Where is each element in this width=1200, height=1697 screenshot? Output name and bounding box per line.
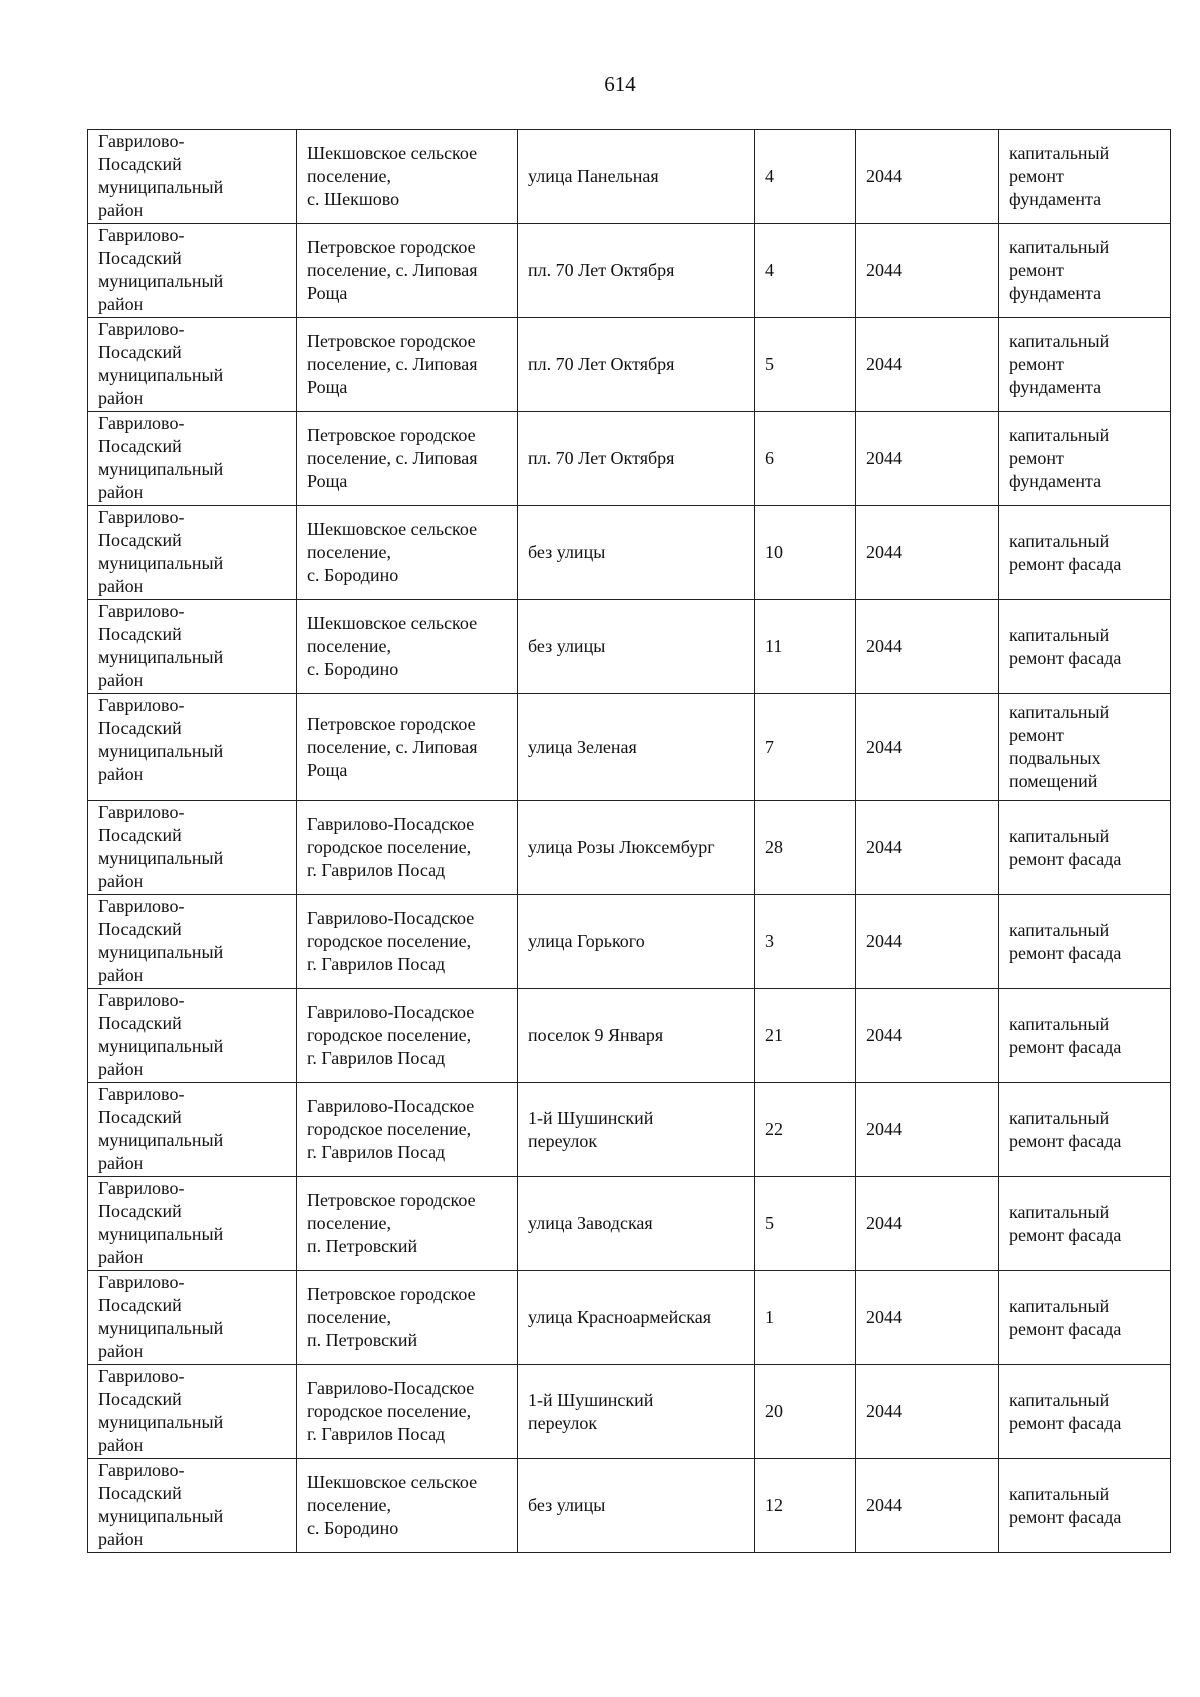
house-number-cell-text: 6	[765, 448, 774, 468]
street-cell-text: пл. 70 Лет Октября	[528, 354, 675, 374]
work-type-cell	[999, 1177, 1171, 1271]
settlement-cell-text: Гаврилово-Посадское городское поселение, г. Гаврилов Посад	[307, 1002, 475, 1068]
district-cell	[88, 801, 297, 895]
year-cell-text: 2044	[866, 1119, 902, 1139]
house-number-cell	[755, 600, 856, 694]
table-row	[88, 1271, 1171, 1365]
house-number-cell-text: 1	[765, 1307, 774, 1327]
settlement-cell	[297, 1365, 518, 1459]
house-number-cell-text: 11	[765, 636, 783, 656]
district-cell-text: Гаврилово- Посадский муниципальный район	[98, 225, 224, 314]
work-type-cell-text: капитальный ремонт фасада	[1009, 1107, 1122, 1151]
street-cell-text: 1-й Шушинский переулок	[528, 1389, 654, 1433]
year-cell	[856, 506, 999, 600]
work-type-cell	[999, 224, 1171, 318]
table-row	[88, 895, 1171, 989]
year-cell-text: 2044	[866, 260, 902, 280]
table-row	[88, 600, 1171, 694]
district-cell	[88, 224, 297, 318]
work-type-cell-text: капитальный ремонт подвальных помещений	[1009, 702, 1110, 791]
repair-schedule-table	[87, 129, 1171, 1553]
settlement-cell-text: Гаврилово-Посадское городское поселение, г. Гаврилов Посад	[307, 1378, 475, 1444]
work-type-cell	[999, 694, 1171, 801]
house-number-cell-text: 5	[765, 354, 774, 374]
district-cell-text: Гаврилово- Посадский муниципальный район	[98, 802, 224, 891]
house-number-cell	[755, 412, 856, 506]
street-cell	[518, 1271, 755, 1365]
district-cell-text: Гаврилово- Посадский муниципальный район	[98, 1366, 224, 1455]
settlement-cell-text: Петровское городское поселение, п. Петровский	[307, 1284, 476, 1350]
district-cell	[88, 1459, 297, 1553]
year-cell	[856, 895, 999, 989]
settlement-cell	[297, 318, 518, 412]
house-number-cell-text: 4	[765, 260, 774, 280]
district-cell-text: Гаврилово- Посадский муниципальный район	[98, 990, 224, 1079]
settlement-cell	[297, 1459, 518, 1553]
street-cell	[518, 989, 755, 1083]
district-cell	[88, 412, 297, 506]
settlement-cell	[297, 1271, 518, 1365]
settlement-cell	[297, 801, 518, 895]
street-cell	[518, 801, 755, 895]
street-cell-text: улица Розы Люксембург	[528, 837, 715, 857]
house-number-cell	[755, 1271, 856, 1365]
district-cell	[88, 694, 297, 801]
work-type-cell-text: капитальный ремонт фундамента	[1009, 237, 1110, 303]
settlement-cell	[297, 600, 518, 694]
work-type-cell	[999, 1365, 1171, 1459]
settlement-cell	[297, 1083, 518, 1177]
work-type-cell	[999, 1271, 1171, 1365]
work-type-cell-text: капитальный ремонт фундамента	[1009, 425, 1110, 491]
year-cell-text: 2044	[866, 354, 902, 374]
work-type-cell	[999, 600, 1171, 694]
work-type-cell-text: капитальный ремонт фасада	[1009, 919, 1122, 963]
house-number-cell	[755, 224, 856, 318]
table-row	[88, 1459, 1171, 1553]
settlement-cell-text: Петровское городское поселение, с. Липовая Роща	[307, 425, 478, 491]
year-cell-text: 2044	[866, 931, 902, 951]
street-cell-text: улица Панельная	[528, 166, 659, 186]
district-cell	[88, 600, 297, 694]
settlement-cell-text: Петровское городское поселение, с. Липовая Роща	[307, 713, 478, 780]
table-row	[88, 1083, 1171, 1177]
year-cell-text: 2044	[866, 448, 902, 468]
settlement-cell	[297, 224, 518, 318]
year-cell	[856, 130, 999, 224]
work-type-cell-text: капитальный ремонт фундамента	[1009, 143, 1110, 209]
district-cell	[88, 1271, 297, 1365]
work-type-cell-text: капитальный ремонт фасада	[1009, 1295, 1122, 1339]
street-cell	[518, 694, 755, 801]
table-row	[88, 130, 1171, 224]
house-number-cell-text: 21	[765, 1025, 783, 1045]
work-type-cell-text: капитальный ремонт фундамента	[1009, 331, 1110, 397]
house-number-cell	[755, 1365, 856, 1459]
house-number-cell	[755, 506, 856, 600]
district-cell-text: Гаврилово- Посадский муниципальный район	[98, 896, 224, 985]
year-cell	[856, 989, 999, 1083]
year-cell	[856, 224, 999, 318]
work-type-cell	[999, 130, 1171, 224]
page-number: 614	[604, 72, 636, 96]
year-cell-text: 2044	[866, 1025, 902, 1045]
table-body	[88, 130, 1171, 1553]
settlement-cell	[297, 1177, 518, 1271]
work-type-cell	[999, 318, 1171, 412]
house-number-cell	[755, 989, 856, 1083]
district-cell	[88, 895, 297, 989]
table-row	[88, 1177, 1171, 1271]
year-cell	[856, 1177, 999, 1271]
work-type-cell	[999, 1459, 1171, 1553]
district-cell-text: Гаврилово- Посадский муниципальный район	[98, 1272, 224, 1361]
year-cell-text: 2044	[866, 636, 902, 656]
district-cell-text: Гаврилово- Посадский муниципальный район	[98, 507, 224, 596]
house-number-cell	[755, 1459, 856, 1553]
work-type-cell	[999, 1083, 1171, 1177]
house-number-cell-text: 4	[765, 166, 774, 186]
district-cell-text: Гаврилово- Посадский муниципальный район	[98, 695, 224, 784]
year-cell	[856, 1459, 999, 1553]
district-cell-text: Гаврилово- Посадский муниципальный район	[98, 601, 224, 690]
work-type-cell	[999, 895, 1171, 989]
table-row	[88, 224, 1171, 318]
street-cell-text: улица Горького	[528, 931, 645, 951]
table-row	[88, 1365, 1171, 1459]
table-row	[88, 318, 1171, 412]
street-cell	[518, 412, 755, 506]
house-number-cell-text: 5	[765, 1213, 774, 1233]
work-type-cell	[999, 801, 1171, 895]
settlement-cell	[297, 989, 518, 1083]
house-number-cell-text: 12	[765, 1495, 783, 1515]
settlement-cell	[297, 506, 518, 600]
settlement-cell-text: Гаврилово-Посадское городское поселение, г. Гаврилов Посад	[307, 814, 475, 880]
street-cell	[518, 895, 755, 989]
table-row	[88, 506, 1171, 600]
district-cell-text: Гаврилово- Посадский муниципальный район	[98, 1084, 224, 1173]
street-cell-text: пл. 70 Лет Октября	[528, 260, 675, 280]
house-number-cell	[755, 318, 856, 412]
street-cell	[518, 130, 755, 224]
table-row	[88, 801, 1171, 895]
street-cell-text: без улицы	[528, 542, 606, 562]
year-cell-text: 2044	[866, 736, 902, 757]
street-cell-text: пл. 70 Лет Октября	[528, 448, 675, 468]
district-cell	[88, 1365, 297, 1459]
house-number-cell-text: 7	[765, 736, 774, 757]
year-cell	[856, 694, 999, 801]
street-cell	[518, 600, 755, 694]
street-cell	[518, 1083, 755, 1177]
district-cell-text: Гаврилово- Посадский муниципальный район	[98, 413, 224, 502]
settlement-cell-text: Петровское городское поселение, с. Липовая Роща	[307, 331, 478, 397]
district-cell	[88, 1177, 297, 1271]
house-number-cell-text: 28	[765, 837, 783, 857]
year-cell	[856, 600, 999, 694]
table-row	[88, 412, 1171, 506]
year-cell-text: 2044	[866, 1495, 902, 1515]
street-cell	[518, 1365, 755, 1459]
house-number-cell	[755, 801, 856, 895]
work-type-cell-text: капитальный ремонт фасада	[1009, 530, 1122, 574]
year-cell	[856, 318, 999, 412]
work-type-cell-text: капитальный ремонт фасада	[1009, 1389, 1122, 1433]
district-cell-text: Гаврилово- Посадский муниципальный район	[98, 131, 224, 220]
district-cell	[88, 318, 297, 412]
street-cell	[518, 318, 755, 412]
work-type-cell	[999, 989, 1171, 1083]
settlement-cell-text: Шекшовское сельское поселение, с. Бородино	[307, 613, 478, 679]
street-cell	[518, 1177, 755, 1271]
district-cell	[88, 130, 297, 224]
settlement-cell-text: Петровское городское поселение, с. Липовая Роща	[307, 237, 478, 303]
year-cell	[856, 1365, 999, 1459]
district-cell-text: Гаврилово- Посадский муниципальный район	[98, 1460, 224, 1549]
year-cell-text: 2044	[866, 166, 902, 186]
district-cell	[88, 1083, 297, 1177]
house-number-cell	[755, 1177, 856, 1271]
year-cell	[856, 1271, 999, 1365]
house-number-cell-text: 10	[765, 542, 783, 562]
year-cell	[856, 412, 999, 506]
district-cell	[88, 989, 297, 1083]
settlement-cell	[297, 412, 518, 506]
settlement-cell-text: Петровское городское поселение, п. Петровский	[307, 1190, 476, 1256]
street-cell-text: поселок 9 Января	[528, 1025, 664, 1045]
settlement-cell-text: Шекшовское сельское поселение, с. Бородино	[307, 519, 478, 585]
table-row	[88, 694, 1171, 801]
house-number-cell	[755, 895, 856, 989]
settlement-cell-text: Шекшовское сельское поселение, с. Шекшово	[307, 143, 478, 209]
street-cell-text: улица Заводская	[528, 1213, 653, 1233]
house-number-cell	[755, 694, 856, 801]
year-cell-text: 2044	[866, 542, 902, 562]
work-type-cell-text: капитальный ремонт фасада	[1009, 825, 1122, 869]
street-cell-text: улица Красноармейская	[528, 1307, 712, 1327]
house-number-cell	[755, 1083, 856, 1177]
settlement-cell-text: Шекшовское сельское поселение, с. Бородино	[307, 1472, 478, 1538]
house-number-cell	[755, 130, 856, 224]
district-cell	[88, 506, 297, 600]
settlement-cell-text: Гаврилово-Посадское городское поселение, г. Гаврилов Посад	[307, 1096, 475, 1162]
street-cell	[518, 506, 755, 600]
work-type-cell-text: капитальный ремонт фасада	[1009, 624, 1122, 668]
year-cell-text: 2044	[866, 1401, 902, 1421]
year-cell	[856, 1083, 999, 1177]
settlement-cell	[297, 130, 518, 224]
house-number-cell-text: 22	[765, 1119, 783, 1139]
year-cell	[856, 801, 999, 895]
district-cell-text: Гаврилово- Посадский муниципальный район	[98, 319, 224, 408]
street-cell-text: 1-й Шушинский переулок	[528, 1107, 654, 1151]
street-cell-text: улица Зеленая	[528, 736, 637, 757]
street-cell-text: без улицы	[528, 636, 606, 656]
street-cell	[518, 1459, 755, 1553]
settlement-cell	[297, 895, 518, 989]
house-number-cell-text: 20	[765, 1401, 783, 1421]
work-type-cell	[999, 506, 1171, 600]
year-cell-text: 2044	[866, 1307, 902, 1327]
settlement-cell	[297, 694, 518, 801]
table-row	[88, 989, 1171, 1083]
settlement-cell-text: Гаврилово-Посадское городское поселение, г. Гаврилов Посад	[307, 908, 475, 974]
street-cell	[518, 224, 755, 318]
work-type-cell-text: капитальный ремонт фасада	[1009, 1013, 1122, 1057]
house-number-cell-text: 3	[765, 931, 774, 951]
work-type-cell-text: капитальный ремонт фасада	[1009, 1201, 1122, 1245]
year-cell-text: 2044	[866, 837, 902, 857]
year-cell-text: 2044	[866, 1213, 902, 1233]
district-cell-text: Гаврилово- Посадский муниципальный район	[98, 1178, 224, 1267]
street-cell-text: без улицы	[528, 1495, 606, 1515]
work-type-cell	[999, 412, 1171, 506]
work-type-cell-text: капитальный ремонт фасада	[1009, 1483, 1122, 1527]
